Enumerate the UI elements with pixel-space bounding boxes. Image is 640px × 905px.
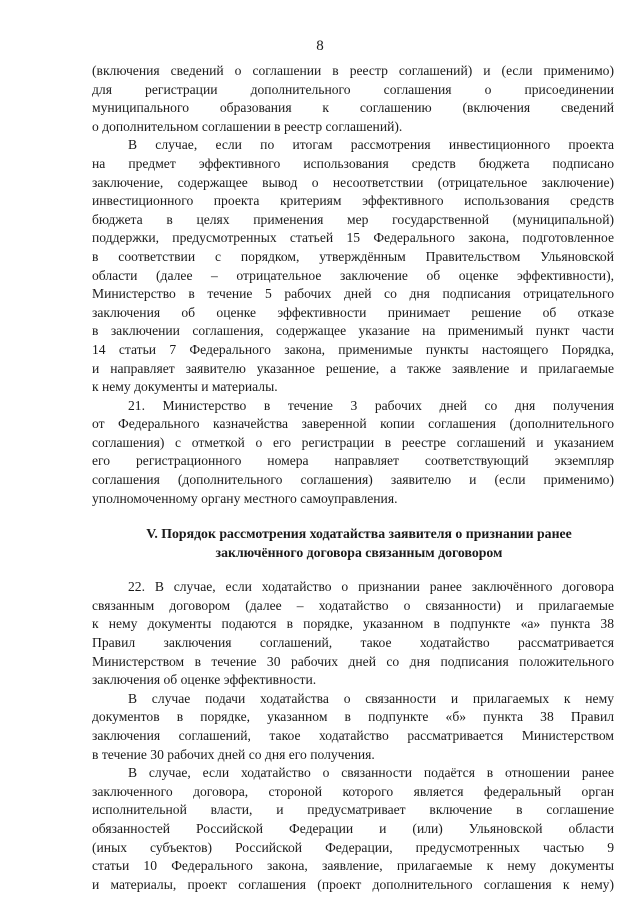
paragraph-subpoint-b [92, 690, 614, 764]
text-line: заключения соглашений, такое ходатайство рассматривается Министерством [92, 728, 614, 743]
text-line: (иных субъектов) Российской Федерации, предусмотренных частью 9 [92, 839, 614, 855]
heading-line: заключённого договора связанным договором [215, 545, 503, 561]
text-line: В случае подачи ходатайства о связанности и прилагаемых к нему [128, 690, 614, 706]
text-line: 14 статьи 7 Федерального закона, применимые пункты настоящего Порядка, [92, 341, 614, 357]
text-line: его регистрационного номера направляет соответствующий экземпляр [92, 453, 614, 469]
text-line: заключение, содержащее вывод о несоответствии (отрицательное заключение) [92, 174, 614, 190]
text-line: области (далее – отрицательное заключение об оценке эффективности), [92, 267, 614, 283]
text-line: в соответствии с порядком, утверждённым Правительством Ульяновской [92, 248, 614, 264]
text-line: на предмет эффективного использования средств бюджета подписано [92, 155, 614, 171]
text-line: соглашения) с отметкой о его регистрации в реестре соглашений и указанием [92, 434, 614, 450]
text-line: о дополнительном соглашении в реестр соглашений). [92, 118, 403, 134]
text-line: от Федерального казначейства заверенной копии соглашения (дополнительного [92, 416, 614, 432]
text-line: в течение 30 рабочих дней со дня его получения. [92, 746, 375, 762]
text-line: исполнительной власти, и предусматривает включение в соглашение [92, 802, 614, 818]
spacer [92, 508, 614, 524]
text-line: уполномоченному органу местного самоуправления. [92, 490, 398, 506]
text-line: Правил заключения соглашений, такое ходатайство рассматривается [92, 635, 614, 651]
section-heading [92, 524, 614, 562]
page-number: 8 [316, 38, 324, 54]
document-body [92, 62, 614, 894]
text-line: к нему документы и материалы. [92, 379, 278, 395]
paragraph-continuation [92, 62, 614, 136]
paragraph-22 [92, 578, 614, 690]
heading-line: V. Порядок рассмотрения ходатайства заявителя о признании ранее [146, 526, 572, 542]
text-line: бюджета в целях применения мер государственной (муниципальной) [92, 211, 614, 227]
text-line: инвестиционного проекта критериям эффективного использования средств [92, 193, 614, 209]
text-line: Министерство в течение 5 рабочих дней со дня подписания отрицательного [92, 286, 614, 302]
text-line: для регистрации дополнительного соглашения о присоединении [92, 81, 614, 97]
paragraph-federal-body [92, 764, 614, 894]
text-line: поддержки, предусмотренных статьей 15 Федерального закона, подготовленное [92, 230, 614, 246]
text-line: 21. Министерство в течение 3 рабочих дней со дня получения [128, 397, 614, 413]
spacer [92, 562, 614, 578]
text-line: (включения сведений о соглашении в реестр соглашений) и (если применимо) [92, 63, 614, 78]
text-line: заключения об оценке эффективности принимает решение об отказе [92, 304, 614, 320]
paragraph-21 [92, 397, 614, 509]
text-line: В случае, если по итогам рассмотрения инвестиционного проекта [128, 137, 614, 153]
text-line: 22. В случае, если ходатайство о признании ранее заключённого договора [128, 579, 614, 595]
text-line: заключенного договора, стороной которого является федеральный орган [92, 783, 614, 799]
text-line: и направляет заявителю указанное решение, а также заявление и прилагаемые [92, 360, 614, 376]
paragraph-negative-conclusion [92, 136, 614, 396]
text-line: соглашения (дополнительного соглашения) заявителю и (если применимо) [92, 472, 614, 488]
text-line: Министерством в течение 30 рабочих дней со дня подписания положительного [92, 653, 614, 669]
text-line: и материалы, проект соглашения (проект дополнительного соглашения к нему) [92, 876, 614, 892]
text-line: к нему документы подаются в порядке, указанном в подпункте «а» пункта 38 [92, 616, 614, 632]
text-line: статьи 10 Федерального закона, заявление, прилагаемые к нему документы [92, 858, 614, 874]
text-line: в заключении соглашения, содержащее указание на применимый пункт части [92, 323, 614, 339]
text-line: В случае, если ходатайство о связанности подаётся в отношении ранее [128, 765, 614, 781]
text-line: заключения об оценке эффективности. [92, 672, 317, 688]
text-line: связанным договором (далее – ходатайство о связанности) и прилагаемые [92, 597, 614, 613]
text-line: обязанностей Российской Федерации и (или) Ульяновской области [92, 820, 614, 836]
text-line: муниципального образования к соглашению (включения сведений [92, 100, 614, 116]
text-line: документов в порядке, указанном в подпункте «б» пункта 38 Правил [92, 709, 614, 725]
